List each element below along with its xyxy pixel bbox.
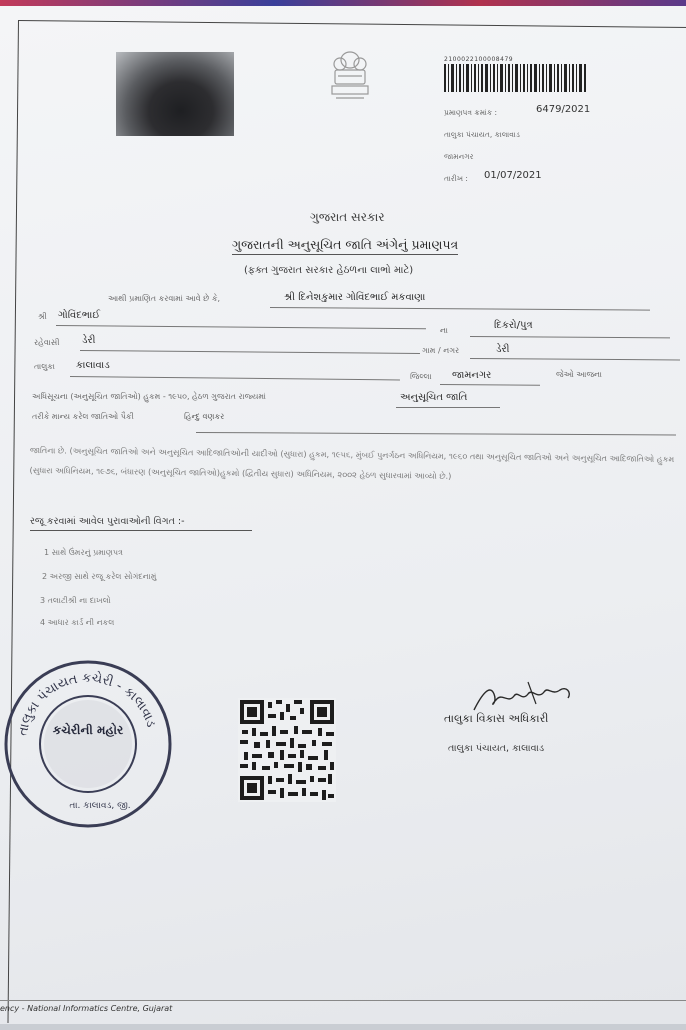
- certificate-subtitle: (ફક્ત ગુજરાત સરકાર હેઠળના લાભો માટે): [244, 265, 414, 276]
- certificate-title: ગુજરાતની અનુસૂચિત જાતિ અંગેનું પ્રમાણપત્ર: [232, 237, 458, 255]
- resident-value: ડેરી: [82, 335, 96, 346]
- footer-divider: [0, 1000, 686, 1001]
- son-label: ના: [440, 326, 448, 335]
- issuer-line2: જામનગર: [444, 152, 474, 161]
- qr-code: [238, 698, 336, 802]
- taluka-label: તાલુકા: [34, 362, 55, 371]
- document-item-2: 2 અરજી સાથે રજૂ કરેલ સોગંદનામું: [42, 572, 157, 581]
- certificate-no-label: પ્રમાણપત્ર ક્રમાંક :: [444, 108, 498, 117]
- certify-label: આથી પ્રમાણિત કરવામાં આવે છે કે,: [108, 294, 221, 303]
- state-emblem-icon: [322, 46, 378, 104]
- applicant-name: શ્રી દિનેશકુમાર ગોવિંદભાઈ મકવાણા: [284, 292, 426, 303]
- officer-office: તાલુકા પંચાયત, કાલાવાડ: [448, 743, 545, 754]
- son-value: દિકરો/પુત્ર: [494, 320, 533, 331]
- document-item-3: 3 તલાટીશ્રી ના દાખલો: [40, 596, 111, 605]
- issue-date: 01/07/2021: [484, 170, 542, 181]
- footer-text: ency - National Informatics Centre, Gujarat: [0, 1004, 173, 1013]
- district-value: જામનગર: [452, 370, 492, 381]
- seal-center-text: કચેરીની મહોર: [52, 723, 124, 737]
- certificate-sheet: [0, 6, 686, 1024]
- document-item-1: 1 સાથે ઉંમરનું પ્રમાણપત્ર: [44, 548, 123, 557]
- seal-bottom-text: તા. કાલાવડ, જી.: [69, 801, 131, 811]
- office-seal: [0, 656, 176, 832]
- barcode-number: 2100022100008479: [444, 56, 514, 63]
- order-text: અધિસૂચના (અનુસૂચિત જાતિઓ) હુકમ - ૧૯૫૦, હેઠળ ગુજરાત રાજ્યમાં: [32, 392, 267, 401]
- legal-paragraph: જાતિના છે. (અનુસૂચિત જાતિઓ અને અનુસૂચિત આદિજાતિઓની યાદીઓ (સુધારા) હુકમ, ૧૯૫૬, મુંબઈ પુનર્ગઠન અધિનિયમ, ૧૯૬૦ તથા અનુસૂચિત જાતિઓ અને અનુસૂચિત આદિજાતિઓ હુકમ (સુધારા અધિનિયમ, ૧૯૭૬, બંધારણ (અનુસૂચિત જાતિઓ)હુકમો (દ્વિતીય સુધારા) અધિનિયમ, ૨૦૦૨ હેઠળ સુધારવામાં આવ્યો છે.): [29, 444, 675, 481]
- category-line: [396, 407, 500, 408]
- father-name: ગોવિંદભાઈ: [58, 310, 101, 321]
- issuer-line1: તાલુકા પંચાયત, કાલાવાડ: [444, 130, 520, 139]
- category-value: અનુસૂચિત જાતિ: [400, 392, 468, 403]
- taluka-value: કાલાવાડ: [76, 360, 110, 371]
- caste-value: હિન્દુ વણકર: [184, 412, 225, 421]
- village-value: ડેરી: [496, 344, 510, 355]
- caste-label: તરીકે માન્ય કરેલ જાતિઓ પૈકી: [32, 412, 134, 421]
- village-label: ગામ / નગર: [422, 346, 460, 355]
- seal-ring-text: તાલુકા પંચાયત કચેરી - કાલાવાડ: [15, 670, 159, 738]
- certificate-no: 6479/2021: [536, 104, 591, 115]
- documents-heading: રજૂ કરવામાં આવેલ પુરાવાઓની વિગત :-: [30, 516, 252, 531]
- date-label: તારીખ :: [444, 174, 468, 183]
- resident-label: રહેવાસી: [34, 338, 60, 347]
- state-label: જેઓ આજના: [556, 370, 602, 379]
- document-item-4: 4 આધાર કાર્ડ ની નકલ: [40, 618, 115, 627]
- barcode: [444, 64, 586, 92]
- applicant-photo: [116, 52, 234, 136]
- district-label: જિલ્લા: [410, 372, 432, 381]
- officer-title: તાલુકા વિકાસ અધિકારી: [444, 712, 549, 725]
- government-heading: ગુજરાત સરકાર: [310, 210, 385, 224]
- shri-label: શ્રી: [38, 312, 47, 321]
